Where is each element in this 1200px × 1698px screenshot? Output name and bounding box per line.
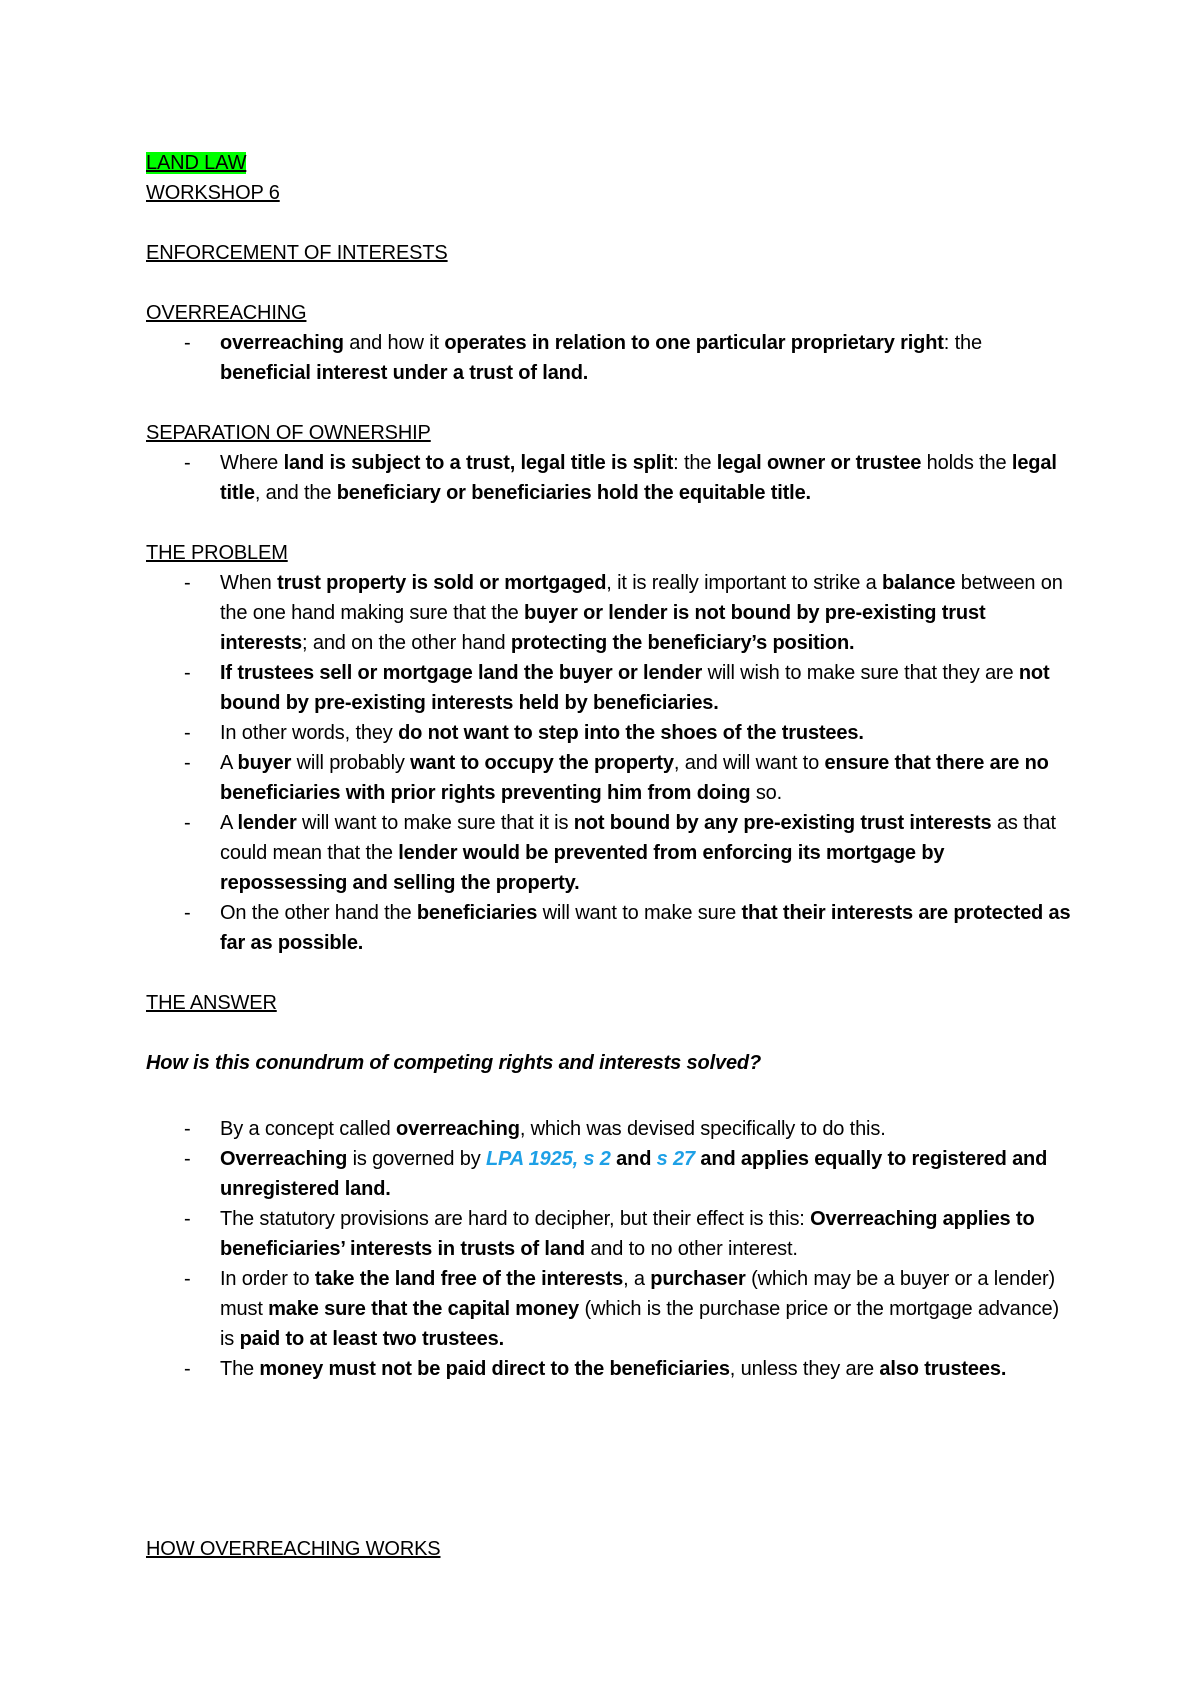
list-item: - The statutory provisions are hard to decipher, but their effect is this: Overreaching applies to beneficiaries’ interests in trusts of land and to no other interest. xyxy=(146,1204,1076,1264)
spacer xyxy=(146,508,1076,538)
spacer xyxy=(146,388,1076,418)
list-item: - By a concept called overreaching, which was devised specifically to do this. xyxy=(146,1114,1076,1144)
list-item: - Where land is subject to a trust, legal title is split: the legal owner or trustee holds the legal title, and the beneficiary or beneficiaries hold the equitable title. xyxy=(146,448,1076,508)
section-heading-answer: THE ANSWER xyxy=(146,992,277,1014)
list-item: - A buyer will probably want to occupy the property, and will want to ensure that there are no beneficiaries with prior rights preventing him from doing so. xyxy=(146,748,1076,808)
overreaching-list xyxy=(146,328,1076,388)
list-item: - If trustees sell or mortgage land the buyer or lender will wish to make sure that they are not bound by pre-existing interests held by beneficiaries. xyxy=(146,658,1076,718)
doc-title xyxy=(146,148,1076,178)
spacer xyxy=(146,1384,1076,1534)
separation-list xyxy=(146,448,1076,508)
list-item: - Overreaching is governed by LPA 1925, s 2 and s 27 and applies equally to registered and unregistered land. xyxy=(146,1144,1076,1204)
answer-question: How is this conundrum of competing rights and interests solved? xyxy=(146,1052,762,1074)
spacer xyxy=(146,268,1076,298)
statute-reference: s 27 xyxy=(656,1148,695,1170)
doc-subtitle-text: WORKSHOP 6 xyxy=(146,182,280,204)
spacer xyxy=(146,1078,1076,1114)
answer-list xyxy=(146,1114,1076,1384)
section-heading-separation: SEPARATION OF OWNERSHIP xyxy=(146,422,431,444)
list-item: - overreaching and how it operates in relation to one particular proprietary right: the beneficial interest under a trust of land. xyxy=(146,328,1076,388)
list-item: - In other words, they do not want to step into the shoes of the trustees. xyxy=(146,718,1076,748)
list-item: - When trust property is sold or mortgaged, it is really important to strike a balance between on the one hand making sure that the buyer or lender is not bound by pre-existing trust interests; and on the other hand protecting the beneficiary’s position. xyxy=(146,568,1076,658)
spacer xyxy=(146,1018,1076,1048)
doc-title-text: LAND LAW xyxy=(146,152,247,174)
spacer xyxy=(146,958,1076,988)
statute-reference: LPA 1925, s 2 xyxy=(485,1148,611,1170)
list-item: - On the other hand the beneficiaries will want to make sure that their interests are protected as far as possible. xyxy=(146,898,1076,958)
problem-list xyxy=(146,568,1076,958)
section-heading-how-overreaching-works: HOW OVERREACHING WORKS xyxy=(146,1538,441,1560)
list-item: - The money must not be paid direct to the beneficiaries, unless they are also trustees. xyxy=(146,1354,1076,1384)
section-heading-overreaching: OVERREACHING xyxy=(146,302,307,324)
document-body xyxy=(146,148,1076,1564)
main-heading xyxy=(146,238,1076,268)
main-heading-text: ENFORCEMENT OF INTERESTS xyxy=(146,242,448,264)
spacer xyxy=(146,208,1076,238)
doc-subtitle xyxy=(146,178,1076,208)
list-item: - A lender will want to make sure that it is not bound by any pre-existing trust interests as that could mean that the lender would be prevented from enforcing its mortgage by repossessing and selling the property. xyxy=(146,808,1076,898)
list-item: - In order to take the land free of the interests, a purchaser (which may be a buyer or a lender) must make sure that the capital money (which is the purchase price or the mortgage advance) is paid to at least two trustees. xyxy=(146,1264,1076,1354)
section-heading-problem: THE PROBLEM xyxy=(146,542,288,564)
